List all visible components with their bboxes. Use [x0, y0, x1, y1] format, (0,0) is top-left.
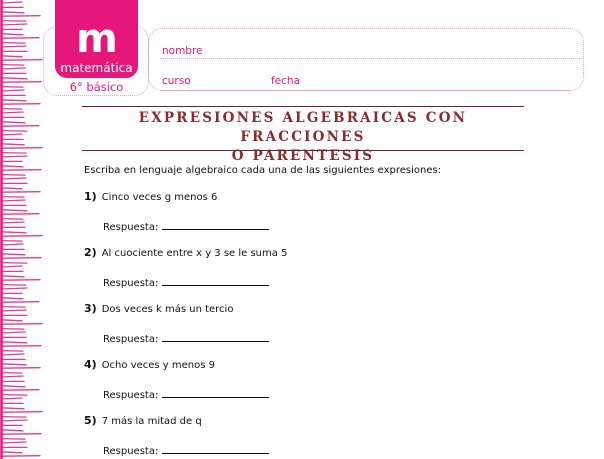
title-line-1: EXPRESIONES ALGEBRAICAS CON FRACCIONES	[138, 110, 468, 145]
answer-blank-4[interactable]	[162, 387, 269, 398]
worksheet-title	[82, 109, 524, 166]
answer-label: Respuesta:	[103, 278, 159, 289]
answer-label: Respuesta:	[103, 446, 159, 457]
answer-blank-2[interactable]	[162, 275, 269, 286]
question-4	[84, 358, 215, 371]
date-field[interactable]	[300, 74, 570, 88]
question-number: 5)	[84, 414, 97, 427]
question-number: 4)	[84, 358, 97, 371]
answer-label: Respuesta:	[103, 222, 159, 233]
instructions: Escriba en lenguaje algebraico cada una de las siguientes expresiones:	[84, 165, 442, 176]
name-field[interactable]	[200, 44, 578, 58]
course-field-label: curso	[162, 75, 191, 87]
answer-label: Respuesta:	[103, 334, 159, 345]
title-rule-bottom	[82, 150, 524, 151]
answer-blank-1[interactable]	[162, 219, 269, 230]
question-number: 2)	[84, 246, 97, 259]
question-text: Ocho veces y menos 9	[101, 360, 215, 371]
question-text: Cinco veces g menos 6	[101, 192, 218, 203]
question-text: 7 más la mitad de q	[101, 416, 202, 427]
logo-subject: matemática	[60, 61, 133, 75]
answer-3	[103, 331, 269, 345]
answer-label: Respuesta:	[103, 390, 159, 401]
grade-label: 6° básico	[55, 80, 138, 94]
answer-4	[103, 387, 269, 401]
question-text: Al cuociente entre x y 3 se le suma 5	[101, 248, 288, 259]
question-2	[84, 246, 287, 259]
title-rule-top	[82, 106, 524, 107]
info-bottom-line	[160, 90, 570, 91]
name-field-label: nombre	[162, 45, 203, 57]
answer-5	[103, 443, 269, 457]
question-number: 3)	[84, 302, 97, 315]
info-divider	[160, 58, 582, 59]
question-3	[84, 302, 233, 315]
title-line-2: O PARENTESIS	[231, 148, 375, 164]
answer-blank-5[interactable]	[162, 443, 269, 454]
question-number: 1)	[84, 190, 97, 203]
course-field[interactable]	[192, 74, 267, 88]
question-text: Dos veces k más un tercio	[101, 304, 234, 315]
question-5	[84, 414, 202, 427]
date-field-label: fecha	[271, 75, 301, 87]
answer-blank-3[interactable]	[162, 331, 269, 342]
logo-letter: m	[76, 16, 117, 62]
answer-1	[103, 219, 269, 233]
decorative-ruler-margin	[0, 0, 45, 459]
question-1	[84, 190, 217, 203]
answer-2	[103, 275, 269, 289]
subject-logo	[55, 0, 138, 78]
